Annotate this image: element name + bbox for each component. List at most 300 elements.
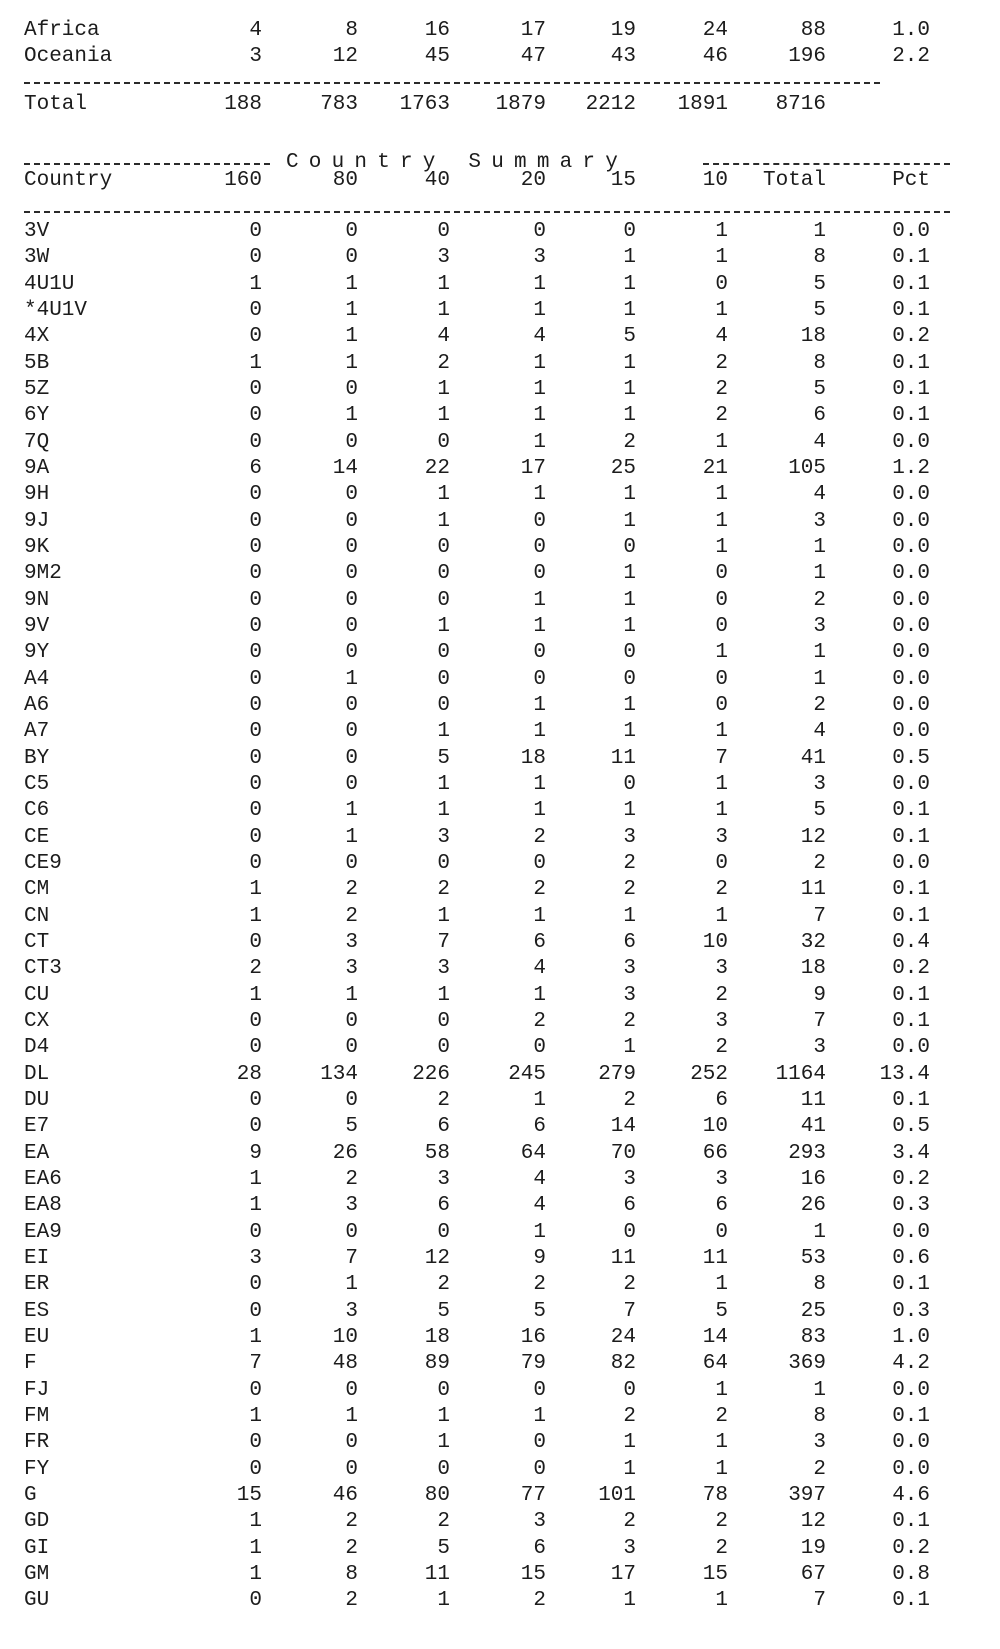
pct-cell: 1.2 — [892, 457, 930, 480]
table-row — [0, 1299, 1000, 1325]
pct-cell: 0.1 — [892, 1010, 930, 1033]
band-80-cell: 783 — [320, 93, 358, 116]
band-20-cell: 1 — [533, 1089, 546, 1112]
band-20-cell: 0 — [533, 562, 546, 585]
band-80-cell: 3 — [345, 957, 358, 980]
label-cell: F — [24, 1352, 37, 1375]
band-40-cell: 80 — [424, 1484, 450, 1507]
band-20-cell: 0 — [533, 1431, 546, 1454]
band-20-cell: 0 — [533, 220, 546, 243]
band-15-cell: 1 — [623, 562, 636, 585]
band-80-cell: 1 — [345, 668, 358, 691]
table-row — [0, 1062, 1000, 1088]
table-row — [0, 509, 1000, 535]
band-20-cell: 1 — [533, 720, 546, 743]
table-row — [0, 219, 1000, 245]
pct-cell: 0.0 — [892, 1431, 930, 1454]
label-cell: GI — [24, 1537, 50, 1560]
band-20-cell: 17 — [520, 19, 546, 42]
band-40-cell: 0 — [437, 641, 450, 664]
total-cell: 8 — [813, 1273, 826, 1296]
band-10-cell: 2 — [715, 1537, 728, 1560]
band-160-cell: 0 — [249, 1036, 262, 1059]
band-80-cell: 12 — [332, 45, 358, 68]
band-10-cell: 3 — [715, 957, 728, 980]
band-10-cell: 1 — [715, 510, 728, 533]
band-40-cell: 0 — [437, 589, 450, 612]
band-20-cell: 0 — [533, 510, 546, 533]
band-10-cell: 5 — [715, 1300, 728, 1323]
total-cell: 12 — [800, 1510, 826, 1533]
table-row — [0, 1193, 1000, 1219]
band-15-cell: 14 — [610, 1115, 636, 1138]
pct-cell: 0.1 — [892, 826, 930, 849]
band-15-cell: 1 — [623, 404, 636, 427]
table-row — [0, 1141, 1000, 1167]
table-row — [0, 1272, 1000, 1298]
band-10-cell: 2 — [715, 1036, 728, 1059]
band-15-cell: 1 — [623, 1589, 636, 1612]
band-40-cell: 1 — [437, 378, 450, 401]
band-20-cell: 1 — [533, 352, 546, 375]
band-20-cell: 5 — [533, 1300, 546, 1323]
band-40-cell: 18 — [424, 1326, 450, 1349]
band-15-cell: 2 — [623, 431, 636, 454]
band-40-cell: 2 — [437, 1510, 450, 1533]
total-cell: 8 — [813, 1405, 826, 1428]
band-10-cell: 1 — [715, 720, 728, 743]
band-10-cell: 14 — [702, 1326, 728, 1349]
band-10-cell: 6 — [715, 1194, 728, 1217]
band-20-cell: 4 — [533, 1168, 546, 1191]
band-10-cell: 2 — [715, 878, 728, 901]
total-cell: 105 — [788, 457, 826, 480]
band-160-cell: 0 — [249, 246, 262, 269]
label-cell: GD — [24, 1510, 50, 1533]
band-10-cell: 0 — [715, 668, 728, 691]
band-160-cell: 1 — [249, 1168, 262, 1191]
band-20-cell: 77 — [520, 1484, 546, 1507]
total-cell: 6 — [813, 404, 826, 427]
table-row — [0, 561, 1000, 587]
label-cell: Oceania — [24, 45, 113, 68]
band-80-cell: 48 — [332, 1352, 358, 1375]
pct-cell: Pct — [892, 169, 930, 192]
band-40-cell: 1 — [437, 1589, 450, 1612]
band-15-cell: 15 — [610, 169, 636, 192]
table-row — [0, 1246, 1000, 1272]
band-40-cell: 0 — [437, 1221, 450, 1244]
band-80-cell: 0 — [345, 589, 358, 612]
total-cell: Total — [762, 169, 826, 192]
total-cell: 5 — [813, 378, 826, 401]
band-40-cell: 0 — [437, 431, 450, 454]
band-160-cell: 0 — [249, 378, 262, 401]
band-40-cell: 1 — [437, 1405, 450, 1428]
table-row — [0, 746, 1000, 772]
band-10-cell: 21 — [702, 457, 728, 480]
table-row — [0, 1325, 1000, 1351]
band-10-cell: 1 — [715, 773, 728, 796]
label-cell: 5B — [24, 352, 50, 375]
label-cell: Country — [24, 169, 113, 192]
total-cell: 12 — [800, 826, 826, 849]
table-row — [0, 1009, 1000, 1035]
band-40-cell: 0 — [437, 1036, 450, 1059]
pct-cell: 0.3 — [892, 1194, 930, 1217]
total-cell: 67 — [800, 1563, 826, 1586]
band-80-cell: 1 — [345, 404, 358, 427]
band-10-cell: 66 — [702, 1142, 728, 1165]
band-40-cell: 0 — [437, 1010, 450, 1033]
band-80-cell: 0 — [345, 562, 358, 585]
band-10-cell: 1 — [715, 1273, 728, 1296]
band-20-cell: 15 — [520, 1563, 546, 1586]
band-160-cell: 0 — [249, 1010, 262, 1033]
total-cell: 5 — [813, 299, 826, 322]
total-cell: 41 — [800, 1115, 826, 1138]
header-divider — [24, 211, 950, 213]
label-cell: C5 — [24, 773, 50, 796]
pct-cell: 0.5 — [892, 1115, 930, 1138]
pct-cell: 0.1 — [892, 404, 930, 427]
label-cell: 3V — [24, 220, 50, 243]
band-80-cell: 0 — [345, 1221, 358, 1244]
band-40-cell: 1763 — [399, 93, 450, 116]
pct-cell: 3.4 — [892, 1142, 930, 1165]
band-15-cell: 1 — [623, 510, 636, 533]
pct-cell: 0.0 — [892, 641, 930, 664]
band-15-cell: 1 — [623, 378, 636, 401]
band-15-cell: 2 — [623, 1089, 636, 1112]
band-10-cell: 1 — [715, 1379, 728, 1402]
band-40-cell: 3 — [437, 246, 450, 269]
label-cell: ES — [24, 1300, 50, 1323]
band-10-cell: 0 — [715, 589, 728, 612]
band-15-cell: 11 — [610, 747, 636, 770]
total-cell: 7 — [813, 1589, 826, 1612]
band-80-cell: 1 — [345, 984, 358, 1007]
band-40-cell: 1 — [437, 483, 450, 506]
band-20-cell: 16 — [520, 1326, 546, 1349]
band-15-cell: 1 — [623, 720, 636, 743]
band-20-cell: 1 — [533, 589, 546, 612]
band-40-cell: 1 — [437, 773, 450, 796]
band-10-cell: 1 — [715, 1431, 728, 1454]
total-cell: 8 — [813, 246, 826, 269]
label-cell: EA9 — [24, 1221, 62, 1244]
total-cell: 1 — [813, 220, 826, 243]
band-160-cell: 0 — [249, 1221, 262, 1244]
band-10-cell: 64 — [702, 1352, 728, 1375]
band-40-cell: 1 — [437, 615, 450, 638]
label-cell: 9A — [24, 457, 50, 480]
band-160-cell: 2 — [249, 957, 262, 980]
band-160-cell: 0 — [249, 510, 262, 533]
band-15-cell: 2 — [623, 878, 636, 901]
label-cell: 7Q — [24, 431, 50, 454]
pct-cell: 0.1 — [892, 299, 930, 322]
table-row — [0, 877, 1000, 903]
label-cell: A7 — [24, 720, 50, 743]
band-15-cell: 2 — [623, 1510, 636, 1533]
pct-cell: 0.2 — [892, 1168, 930, 1191]
band-80-cell: 14 — [332, 457, 358, 480]
band-80-cell: 5 — [345, 1115, 358, 1138]
band-20-cell: 3 — [533, 1510, 546, 1533]
band-160-cell: 1 — [249, 1537, 262, 1560]
band-160-cell: 1 — [249, 984, 262, 1007]
table-row — [0, 640, 1000, 666]
band-80-cell: 2 — [345, 1168, 358, 1191]
band-80-cell: 2 — [345, 1537, 358, 1560]
band-10-cell: 2 — [715, 404, 728, 427]
total-divider — [24, 82, 880, 84]
pct-cell: 0.0 — [892, 510, 930, 533]
band-10-cell: 1 — [715, 220, 728, 243]
band-10-cell: 1891 — [677, 93, 728, 116]
band-80-cell: 2 — [345, 1510, 358, 1533]
total-cell: 2 — [813, 694, 826, 717]
band-15-cell: 1 — [623, 589, 636, 612]
label-cell: FR — [24, 1431, 50, 1454]
label-cell: 5Z — [24, 378, 50, 401]
total-cell: 11 — [800, 878, 826, 901]
band-160-cell: 0 — [249, 826, 262, 849]
total-cell: 3 — [813, 773, 826, 796]
total-row — [0, 92, 1000, 118]
pct-cell: 1.0 — [892, 19, 930, 42]
total-cell: 5 — [813, 273, 826, 296]
band-15-cell: 6 — [623, 931, 636, 954]
label-cell: Africa — [24, 19, 100, 42]
band-80-cell: 2 — [345, 878, 358, 901]
band-160-cell: 4 — [249, 19, 262, 42]
band-40-cell: 2 — [437, 352, 450, 375]
band-40-cell: 5 — [437, 1537, 450, 1560]
pct-cell: 0.1 — [892, 1510, 930, 1533]
pct-cell: 0.2 — [892, 1537, 930, 1560]
total-cell: 4 — [813, 720, 826, 743]
band-15-cell: 1 — [623, 246, 636, 269]
band-15-cell: 1 — [623, 694, 636, 717]
band-80-cell: 1 — [345, 799, 358, 822]
band-15-cell: 24 — [610, 1326, 636, 1349]
band-15-cell: 1 — [623, 483, 636, 506]
total-cell: 293 — [788, 1142, 826, 1165]
table-row — [0, 1114, 1000, 1140]
table-row — [0, 377, 1000, 403]
band-160-cell: 188 — [224, 93, 262, 116]
band-15-cell: 82 — [610, 1352, 636, 1375]
label-cell: G — [24, 1484, 37, 1507]
band-160-cell: 28 — [236, 1063, 262, 1086]
band-160-cell: 0 — [249, 931, 262, 954]
band-20-cell: 1 — [533, 273, 546, 296]
band-20-cell: 0 — [533, 641, 546, 664]
band-10-cell: 0 — [715, 1221, 728, 1244]
pct-cell: 0.0 — [892, 694, 930, 717]
band-20-cell: 4 — [533, 957, 546, 980]
band-80-cell: 1 — [345, 352, 358, 375]
band-15-cell: 1 — [623, 905, 636, 928]
pct-cell: 0.0 — [892, 773, 930, 796]
table-row — [0, 930, 1000, 956]
band-20-cell: 47 — [520, 45, 546, 68]
pct-cell: 0.6 — [892, 1247, 930, 1270]
total-cell: 196 — [788, 45, 826, 68]
label-cell: CU — [24, 984, 50, 1007]
label-cell: 4U1U — [24, 273, 75, 296]
band-80-cell: 1 — [345, 826, 358, 849]
band-10-cell: 2 — [715, 984, 728, 1007]
label-cell: 9V — [24, 615, 50, 638]
band-15-cell: 11 — [610, 1247, 636, 1270]
band-10-cell: 10 — [702, 169, 728, 192]
table-row — [0, 851, 1000, 877]
band-10-cell: 1 — [715, 641, 728, 664]
table-row — [0, 245, 1000, 271]
band-160-cell: 0 — [249, 799, 262, 822]
pct-cell: 4.6 — [892, 1484, 930, 1507]
pct-cell: 0.4 — [892, 931, 930, 954]
band-10-cell: 46 — [702, 45, 728, 68]
band-10-cell: 0 — [715, 273, 728, 296]
band-80-cell: 1 — [345, 273, 358, 296]
band-15-cell: 0 — [623, 1379, 636, 1402]
band-40-cell: 0 — [437, 668, 450, 691]
band-40-cell: 1 — [437, 1431, 450, 1454]
band-10-cell: 3 — [715, 1168, 728, 1191]
pct-cell: 0.0 — [892, 220, 930, 243]
table-row — [0, 272, 1000, 298]
table-row — [0, 1167, 1000, 1193]
band-15-cell: 2 — [623, 1273, 636, 1296]
band-160-cell: 0 — [249, 431, 262, 454]
band-40-cell: 2 — [437, 1089, 450, 1112]
band-20-cell: 0 — [533, 852, 546, 875]
band-80-cell: 0 — [345, 510, 358, 533]
band-80-cell: 1 — [345, 299, 358, 322]
band-20-cell: 3 — [533, 246, 546, 269]
band-40-cell: 16 — [424, 19, 450, 42]
total-cell: 41 — [800, 747, 826, 770]
band-160-cell: 1 — [249, 273, 262, 296]
band-160-cell: 0 — [249, 1273, 262, 1296]
label-cell: Total — [24, 93, 88, 116]
band-80-cell: 0 — [345, 720, 358, 743]
band-20-cell: 1 — [533, 773, 546, 796]
pct-cell: 0.1 — [892, 878, 930, 901]
band-40-cell: 0 — [437, 852, 450, 875]
label-cell: 9H — [24, 483, 50, 506]
band-40-cell: 0 — [437, 536, 450, 559]
band-40-cell: 5 — [437, 1300, 450, 1323]
table-row — [0, 983, 1000, 1009]
table-row — [0, 825, 1000, 851]
table-row — [0, 535, 1000, 561]
table-row — [0, 1220, 1000, 1246]
band-40-cell: 1 — [437, 799, 450, 822]
table-row — [0, 430, 1000, 456]
band-10-cell: 24 — [702, 19, 728, 42]
band-160-cell: 0 — [249, 536, 262, 559]
band-160-cell: 0 — [249, 325, 262, 348]
band-15-cell: 3 — [623, 957, 636, 980]
band-80-cell: 0 — [345, 747, 358, 770]
label-cell: FY — [24, 1458, 50, 1481]
band-20-cell: 1 — [533, 378, 546, 401]
band-160-cell: 0 — [249, 747, 262, 770]
band-15-cell: 0 — [623, 773, 636, 796]
band-160-cell: 0 — [249, 694, 262, 717]
pct-cell: 0.1 — [892, 378, 930, 401]
band-40-cell: 3 — [437, 826, 450, 849]
band-160-cell: 0 — [249, 404, 262, 427]
band-20-cell: 1 — [533, 799, 546, 822]
band-20-cell: 0 — [533, 1036, 546, 1059]
band-15-cell: 1 — [623, 1431, 636, 1454]
country-summary-title: Country Summary — [286, 151, 629, 174]
band-80-cell: 134 — [320, 1063, 358, 1086]
band-10-cell: 2 — [715, 1405, 728, 1428]
band-160-cell: 7 — [249, 1352, 262, 1375]
pct-cell: 0.0 — [892, 1458, 930, 1481]
label-cell: 3W — [24, 246, 50, 269]
band-80-cell: 1 — [345, 325, 358, 348]
label-cell: CE — [24, 826, 50, 849]
band-10-cell: 0 — [715, 694, 728, 717]
band-40-cell: 0 — [437, 220, 450, 243]
band-15-cell: 0 — [623, 1221, 636, 1244]
label-cell: EA8 — [24, 1194, 62, 1217]
table-row — [0, 719, 1000, 745]
band-80-cell: 0 — [345, 694, 358, 717]
label-cell: CT — [24, 931, 50, 954]
band-10-cell: 78 — [702, 1484, 728, 1507]
band-80-cell: 1 — [345, 1405, 358, 1428]
total-cell: 4 — [813, 483, 826, 506]
total-cell: 32 — [800, 931, 826, 954]
band-10-cell: 3 — [715, 826, 728, 849]
band-80-cell: 3 — [345, 1194, 358, 1217]
pct-cell: 0.0 — [892, 1036, 930, 1059]
band-10-cell: 1 — [715, 431, 728, 454]
band-160-cell: 1 — [249, 1563, 262, 1586]
band-20-cell: 4 — [533, 1194, 546, 1217]
total-cell: 1164 — [775, 1063, 826, 1086]
band-160-cell: 0 — [249, 1458, 262, 1481]
total-cell: 7 — [813, 1010, 826, 1033]
band-40-cell: 226 — [412, 1063, 450, 1086]
band-160-cell: 1 — [249, 1405, 262, 1428]
label-cell: 9M2 — [24, 562, 62, 585]
band-40-cell: 12 — [424, 1247, 450, 1270]
band-20-cell: 79 — [520, 1352, 546, 1375]
pct-cell: 0.1 — [892, 246, 930, 269]
band-160-cell: 1 — [249, 1194, 262, 1217]
band-10-cell: 1 — [715, 1458, 728, 1481]
band-40-cell: 58 — [424, 1142, 450, 1165]
label-cell: EI — [24, 1247, 50, 1270]
country-summary-header-row — [0, 168, 1000, 194]
band-80-cell: 0 — [345, 220, 358, 243]
band-40-cell: 0 — [437, 562, 450, 585]
pct-cell: 0.0 — [892, 1221, 930, 1244]
band-10-cell: 1 — [715, 246, 728, 269]
band-15-cell: 3 — [623, 984, 636, 1007]
band-80-cell: 2 — [345, 905, 358, 928]
